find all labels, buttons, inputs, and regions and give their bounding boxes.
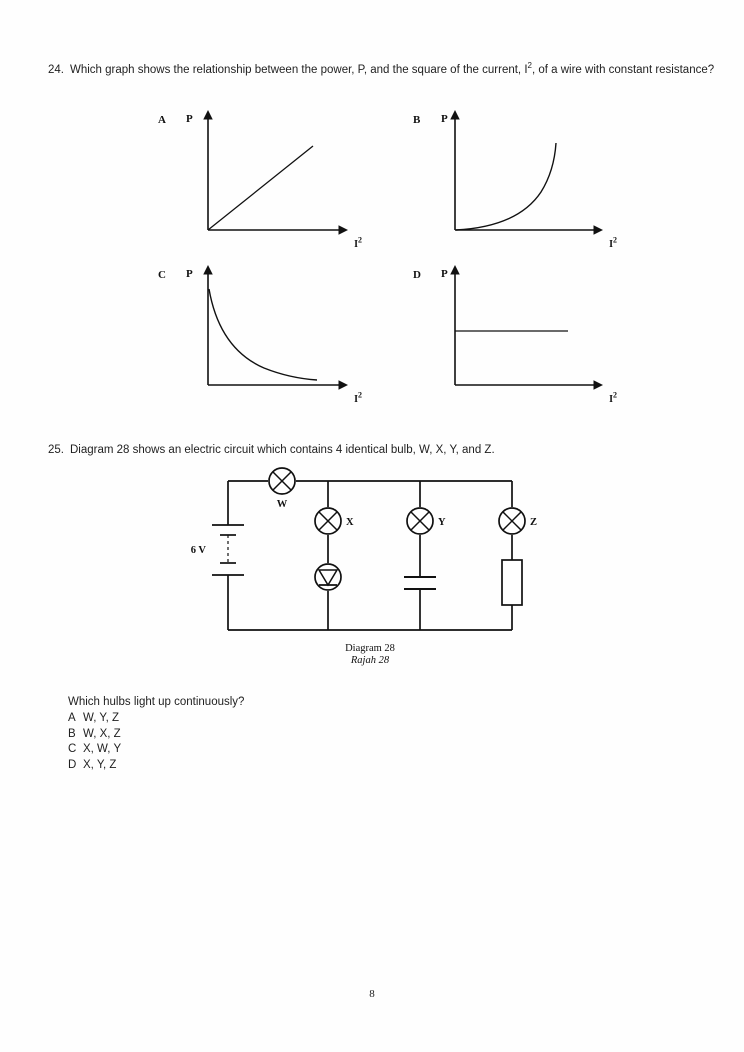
graph-a-x-sup: 2 bbox=[358, 235, 362, 245]
question-25 bbox=[48, 443, 708, 458]
answer-option-c-text: X, W, Y bbox=[83, 743, 122, 756]
answer-option-a-text: W, Y, Z bbox=[83, 711, 120, 724]
bulb-w bbox=[269, 468, 295, 494]
answer-prompt: Which hulbs light up continuously? bbox=[68, 696, 245, 708]
graph-d-x-axis-label bbox=[609, 390, 617, 405]
graph-a-x-base: I bbox=[354, 239, 358, 250]
graph-option-c[interactable] bbox=[150, 263, 380, 403]
graph-c-x-sup: 2 bbox=[358, 390, 362, 400]
graph-d-y-axis-label: P bbox=[441, 268, 448, 280]
answer-option-b-key: B bbox=[68, 727, 76, 740]
answer-option-d[interactable] bbox=[68, 758, 244, 774]
graph-c-plot bbox=[150, 263, 380, 403]
circuit-caption-en: Diagram 28 bbox=[345, 643, 395, 654]
graph-b-plot bbox=[405, 108, 635, 248]
bulb-w-label: W bbox=[276, 499, 288, 510]
bulb-x bbox=[315, 508, 341, 534]
graph-b-x-axis-label bbox=[609, 235, 617, 250]
answer-option-c-key: C bbox=[68, 743, 77, 756]
graph-d-plot bbox=[405, 263, 635, 403]
circuit-diagram-28 bbox=[180, 465, 560, 675]
graph-c-option-letter: C bbox=[158, 269, 166, 281]
graph-b-option-letter: B bbox=[413, 114, 421, 126]
graph-option-d[interactable] bbox=[405, 263, 635, 403]
graph-option-a[interactable] bbox=[150, 108, 380, 248]
bulb-z bbox=[499, 508, 525, 534]
answer-option-d-text: X, Y, Z bbox=[83, 759, 117, 772]
answer-option-b-text: W, X, Z bbox=[83, 727, 121, 740]
circuit-svg bbox=[180, 465, 560, 640]
question-24-text-part1: Which graph shows the relationship between the power, P, and the square of the current, I bbox=[70, 64, 528, 76]
answer-option-b[interactable] bbox=[68, 727, 244, 743]
circuit-wires bbox=[228, 481, 512, 630]
graph-d-option-letter: D bbox=[413, 269, 421, 281]
graph-a-plot bbox=[150, 108, 380, 248]
graph-c-x-base: I bbox=[354, 394, 358, 405]
bulb-z-label: Z bbox=[530, 517, 538, 528]
question-24-text bbox=[70, 63, 720, 78]
graph-a-y-axis-label: P bbox=[186, 113, 193, 125]
battery-voltage-label: 6 V bbox=[190, 545, 206, 556]
question-24-text-part2: , of a wire with constant resistance? bbox=[531, 64, 715, 76]
battery-symbol bbox=[212, 525, 244, 575]
resistor-icon bbox=[502, 560, 522, 605]
answer-option-a[interactable] bbox=[68, 711, 244, 727]
answer-option-d-key: D bbox=[68, 759, 77, 772]
graph-c-x-axis-label bbox=[354, 390, 362, 405]
answer-option-a-key: A bbox=[68, 711, 76, 724]
question-24-superscript: 2 bbox=[527, 61, 532, 71]
bulb-y bbox=[407, 508, 433, 534]
graph-b-x-base: I bbox=[609, 239, 613, 250]
graph-a-x-axis-label bbox=[354, 235, 362, 250]
graph-c-y-axis-label: P bbox=[186, 268, 193, 280]
graph-option-b[interactable] bbox=[405, 108, 635, 248]
page-number: 8 bbox=[369, 988, 375, 1000]
circuit-caption bbox=[180, 643, 560, 667]
graph-d-x-sup: 2 bbox=[613, 390, 617, 400]
question-24-number: 24. bbox=[48, 64, 64, 76]
graph-d-x-base: I bbox=[609, 394, 613, 405]
answer-options bbox=[68, 695, 244, 774]
circuit-caption-ms: Rajah 28 bbox=[350, 655, 390, 666]
graph-options-grid bbox=[150, 108, 650, 405]
bulb-y-label: Y bbox=[438, 517, 446, 528]
graph-b-y-axis-label: P bbox=[441, 113, 448, 125]
bulb-x-label: X bbox=[346, 517, 354, 528]
graph-b-x-sup: 2 bbox=[613, 235, 617, 245]
question-25-number: 25. bbox=[48, 444, 64, 456]
diode-icon bbox=[315, 564, 341, 590]
answer-option-c[interactable] bbox=[68, 742, 244, 758]
question-24 bbox=[48, 63, 720, 78]
question-25-text: Diagram 28 shows an electric circuit which contains 4 identical bulb, W, X, Y, and Z. bbox=[70, 444, 495, 456]
capacitor-icon bbox=[404, 577, 436, 589]
graph-a-option-letter: A bbox=[158, 114, 166, 126]
